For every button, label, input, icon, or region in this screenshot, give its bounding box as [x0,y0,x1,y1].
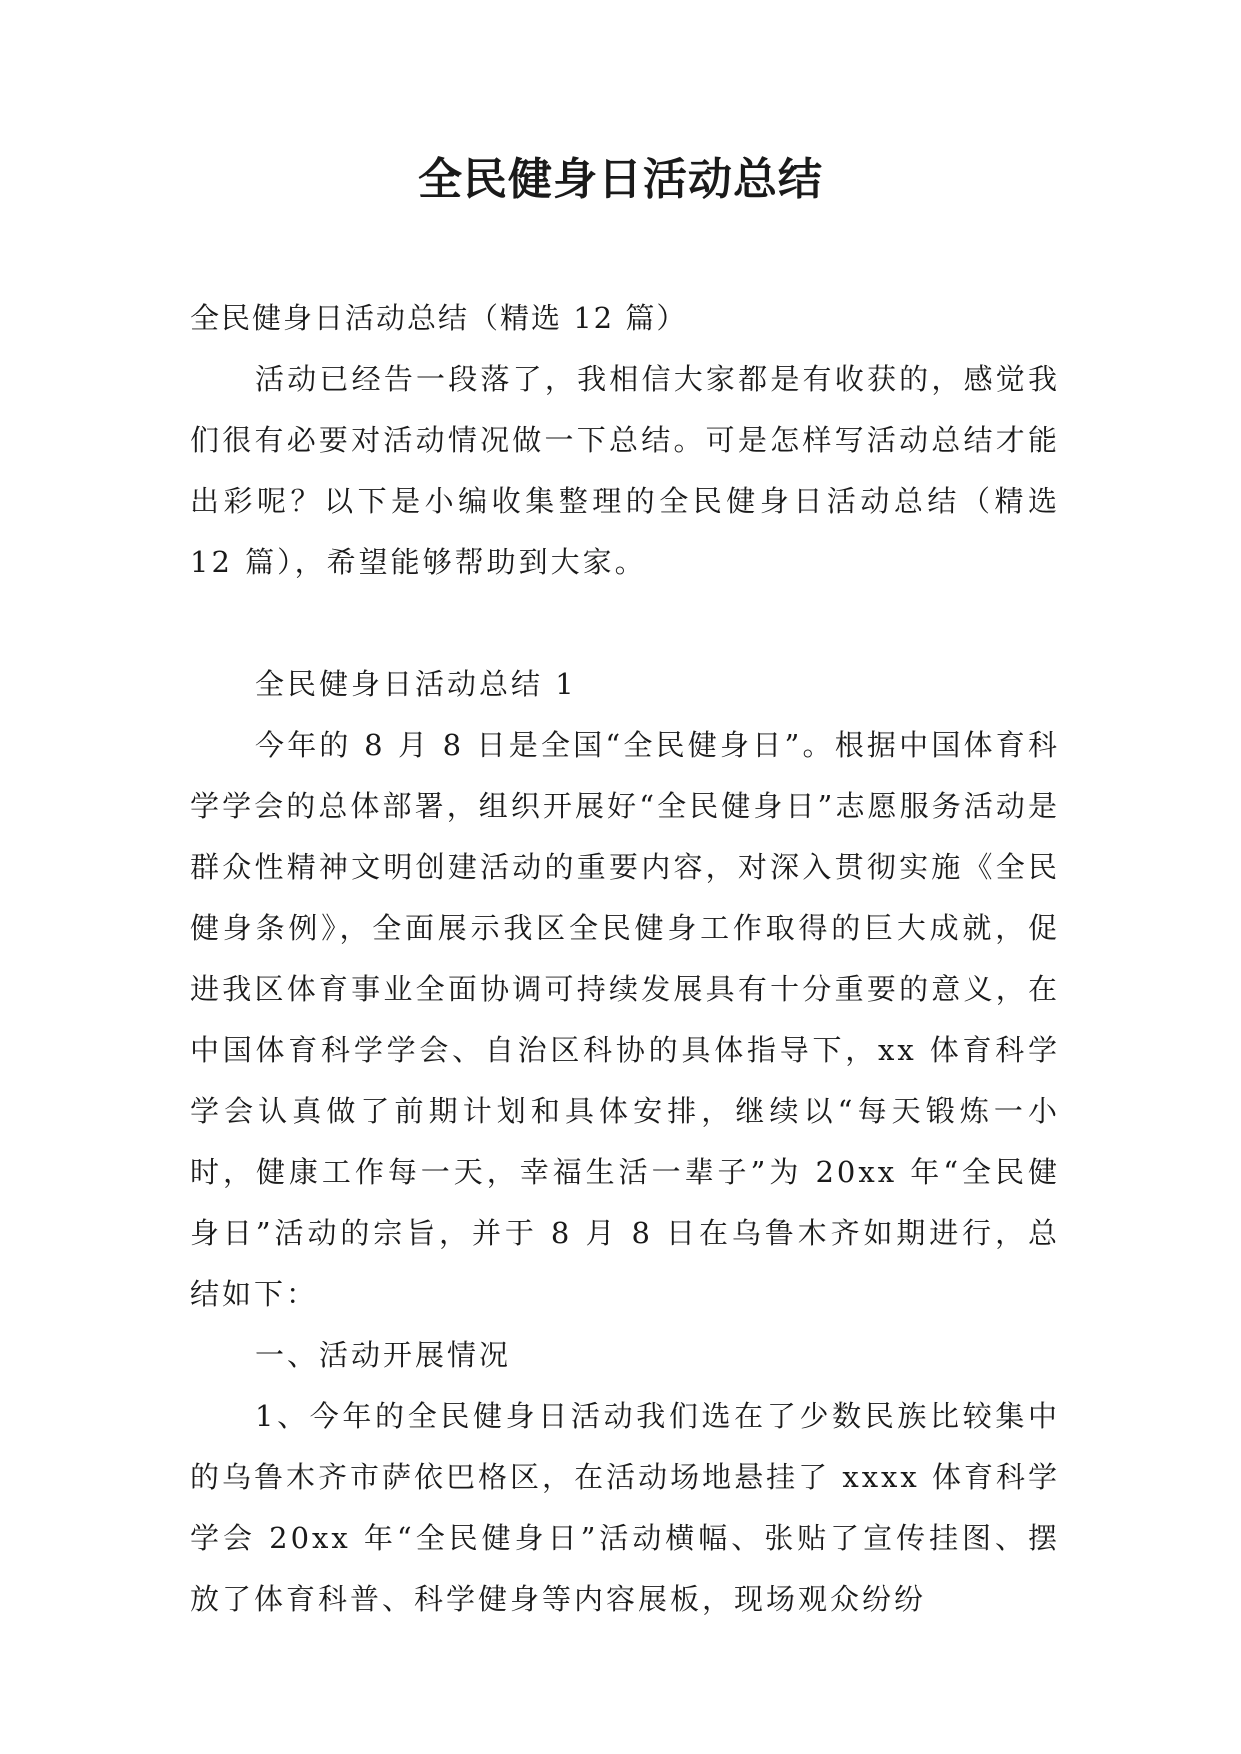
section-heading: 全民健身日活动总结 1 [255,667,577,701]
body-paragraph-1: 今年的 8 月 8 日是全国“全民健身日”。根据中国体育科学学会的总体部署，组织开展好“全民健身日”志愿服务活动是群众性精神文明创建活动的重要内容，对深入贯彻实施《全民健身条例》，全面展示我区全民健身工作取得的巨大成就，促进我区体育事业全面协调可持续发展具有十分重要的意义，在中国体育科学学会、自治区科协的具体指导下，xx 体育科学学会认真做了前期计划和具体安排，继续以“每天锻炼一小时，健康工作每一天，幸福生活一辈子”为 20xx 年“全民健身日”活动的宗旨，并于 8 月 8 日在乌鲁木齐如期进行，总结如下： [190,728,1060,1311]
intro-paragraph: 活动已经告一段落了，我相信大家都是有收获的，感觉我们很有必要对活动情况做一下总结。可是怎样写活动总结才能出彩呢？以下是小编收集整理的全民健身日活动总结（精选 12 篇），希望能够帮助到大家。 [190,362,1060,579]
document-subtitle: 全民健身日活动总结（精选 12 篇） [190,301,688,335]
document-body [190,288,1060,1630]
document-title: 全民健身日活动总结 [418,154,823,205]
subheading-activity: 一、活动开展情况 [255,1338,512,1372]
paragraph-spacer [190,593,1060,654]
body-paragraph-2: 1、今年的全民健身日活动我们选在了少数民族比较集中的乌鲁木齐市萨依巴格区，在活动场地悬挂了 xxxx 体育科学学会 20xx 年“全民健身日”活动横幅、张贴了宣传挂图、摆放了体育科普、科学健身等内容展板，现场观众纷纷 [190,1399,1060,1616]
